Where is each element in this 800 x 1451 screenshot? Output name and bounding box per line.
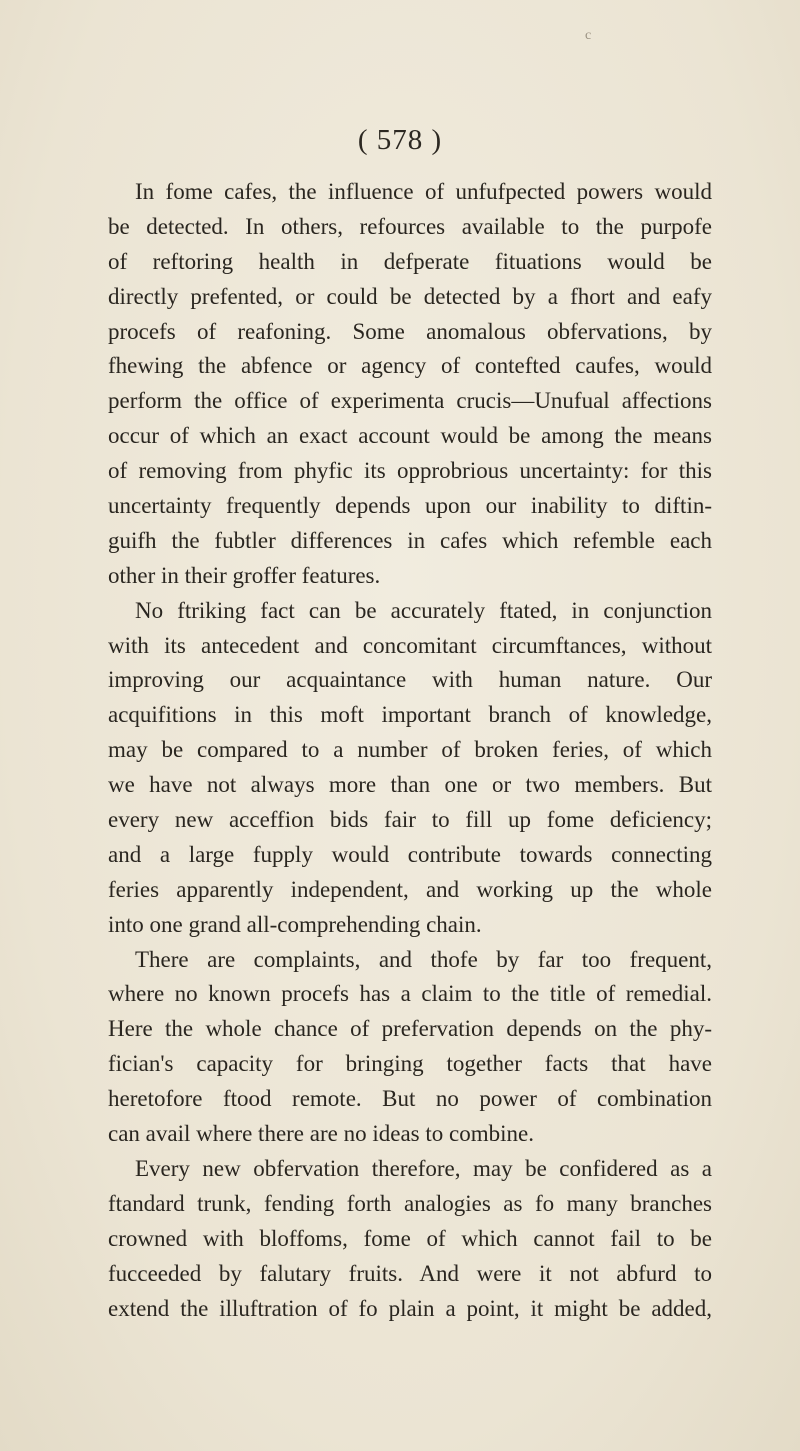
- text-line: other in their groffer features.: [108, 562, 381, 588]
- text-line: fician's capacity for bringing together facts that have: [108, 1051, 712, 1077]
- text-line: into one grand all-comprehending chain.: [108, 911, 482, 937]
- text-line: fhewing the abfence or agency of contefted caufes, would: [108, 353, 712, 379]
- text-line: where no known procefs has a claim to the title of remedial.: [108, 981, 712, 1007]
- text-line: acquifitions in this moft important branch of knowledge,: [108, 702, 712, 728]
- text-line: guifh the fubtler differences in cafes which refemble each: [108, 527, 712, 553]
- text-line: feries apparently independent, and working up the whole: [108, 876, 712, 902]
- stray-mark: c: [585, 28, 592, 43]
- page-number: ( 578 ): [357, 124, 443, 156]
- text-line: fucceeded by falutary fruits. And were it not abfurd to: [108, 1260, 712, 1286]
- text-line: procefs of reafoning. Some anomalous obfervations, by: [108, 318, 712, 344]
- text-line: perform the office of experimenta crucis—Unufual affections: [108, 388, 712, 414]
- text-line: may be compared to a number of broken feries, of which: [108, 737, 712, 763]
- text-line: occur of which an exact account would be among the means: [108, 423, 712, 449]
- text-line: and a large fupply would contribute towards connecting: [108, 841, 712, 867]
- text-line: every new acceffion bids fair to fill up fome deficiency;: [108, 807, 712, 833]
- text-line: heretofore ftood remote. But no power of combination: [108, 1086, 712, 1112]
- text-line: ftandard trunk, fending forth analogies as fo many branches: [108, 1190, 712, 1216]
- text-line: crowned with bloffoms, fome of which cannot fail to be: [108, 1225, 712, 1251]
- text-line: of removing from phyfic its opprobrious uncertainty: for this: [108, 458, 712, 484]
- text-line: Every new obfervation therefore, may be confidered as a: [135, 1155, 712, 1181]
- text-line: of reftoring health in defperate fituations would be: [108, 248, 712, 274]
- text-line: can avail where there are no ideas to combine.: [108, 1121, 534, 1147]
- text-line: with its antecedent and concomitant circumftances, without: [108, 632, 712, 658]
- text-line: uncertainty frequently depends upon our inability to diftin-: [108, 493, 712, 519]
- text-line: we have not always more than one or two members. But: [108, 772, 712, 798]
- text-line: be detected. In others, refources available to the purpofe: [108, 213, 712, 239]
- text-line: directly prefented, or could be detected by a fhort and eafy: [108, 283, 712, 309]
- text-line: improving our acquaintance with human nature. Our: [108, 667, 712, 693]
- text-line: extend the illuftration of fo plain a point, it might be added,: [108, 1295, 712, 1321]
- text-line: No ftriking fact can be accurately ftated, in conjunction: [135, 597, 712, 623]
- text-line: There are complaints, and thofe by far too frequent,: [135, 946, 712, 972]
- body-text: [108, 175, 712, 1326]
- text-line: Here the whole chance of prefervation depends on the phy-: [108, 1016, 712, 1042]
- text-line: In fome cafes, the influence of unfufpected powers would: [135, 179, 712, 204]
